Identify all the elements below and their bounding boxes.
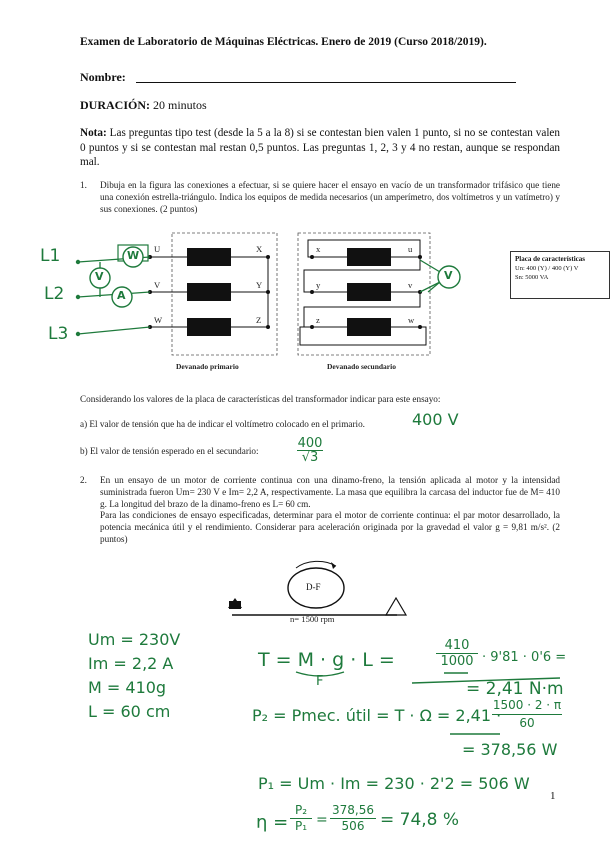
- primary-coil-1: [187, 248, 231, 266]
- considerando-text: Considerando los valores de la placa de características del transformador indicar para este ensayo:: [80, 394, 441, 404]
- name-label: Nombre:: [80, 70, 126, 84]
- page-number: 1: [550, 790, 556, 802]
- eta-fraction-1-num: P₂: [294, 803, 308, 817]
- eta-lhs: η =: [256, 812, 289, 833]
- torque-fraction: [436, 638, 478, 669]
- nameplate-voltage: Un: 400 (Y) / 400 (Y) V: [515, 265, 579, 272]
- voltmeter-secondary-letter: V: [444, 269, 453, 282]
- hand-label-L2: L2: [44, 284, 65, 304]
- caption-primary: Devanado primario: [176, 362, 239, 371]
- power-fraction-den: 60: [492, 714, 562, 732]
- question-2-text-a: En un ensayo de un motor de corriente continua con una dinamo-freno, la tensión aplicada al motor y la intensidad suministrada fueron Um= 230 V e Im= 2,2 A, respectivamente. La masa que equilibra la carcasa del inductor fue de M= 410 g. La longitud del brazo de la dinamo-freno es L= 60 cm.: [100, 475, 560, 509]
- power-lhs: P₂ = Pmec. útil = T · Ω = 2,41 ·: [252, 706, 502, 725]
- secondary-coil-2: [347, 283, 391, 301]
- dynamo-brake-label: D-F: [306, 582, 321, 592]
- speed-label: n= 1500 rpm: [290, 614, 335, 624]
- note-label: Nota:: [80, 127, 107, 139]
- terminal-Y: Y: [256, 280, 263, 290]
- terminal-U: U: [154, 244, 161, 254]
- terminal-u: u: [408, 244, 413, 254]
- torque-fraction-num: 410: [444, 638, 470, 653]
- question-1-text: Dibuja en la figura las conexiones a efectuar, si se quiere hacer el ensayo en vacío de un transformador trifásico que tiene una conexión estrella-triángulo. Indica los equipos de medida necesarios (un amperímetro, dos voltímetros y un vatímetro) y sus conexiones. (2 puntos): [100, 180, 560, 214]
- p1-line: P₁ = Um · Im = 230 · 2'2 = 506 W: [258, 774, 530, 793]
- answer-1b-numerator: 400: [297, 436, 323, 451]
- power-result: = 378,56 W: [462, 740, 558, 759]
- terminal-z: z: [316, 315, 320, 325]
- terminal-Z: Z: [256, 315, 262, 325]
- torque-fraction-den: 1000: [436, 653, 478, 669]
- terminal-y: y: [316, 280, 321, 290]
- terminal-X: X: [256, 244, 263, 254]
- torque-tail: · 9'81 · 0'6 =: [482, 650, 567, 665]
- terminal-x: x: [316, 244, 321, 254]
- question-1-number: 1.: [80, 180, 87, 190]
- terminal-v: v: [408, 280, 413, 290]
- eta-fraction-2-den: 506: [330, 818, 376, 834]
- given-values: [88, 628, 180, 724]
- question-1a: a) El valor de tensión que ha de indicar el voltímetro colocado en el primario.: [80, 419, 365, 429]
- question-1b: b) El valor de tensión esperado en el secundario:: [80, 446, 259, 456]
- eta-result: = 74,8 %: [380, 810, 460, 830]
- nameplate-power: Sn: 5000 VA: [515, 274, 549, 281]
- answer-1b-fraction: [297, 437, 323, 464]
- secondary-coil-3: [347, 318, 391, 336]
- power-fraction: [492, 697, 562, 732]
- eta-fraction-2: [330, 803, 376, 834]
- question-2-text-b: Para las condiciones de ensayo especificadas, determinar para el motor de corriente continua: el par motor desarrollado, la potencia mecánica útil y el rendimiento. Considerar para aceleración originada por la gravedad el valor g = 9,81 m/s². (2 puntos): [100, 510, 560, 544]
- torque-lhs: T = M · g · L =: [258, 649, 395, 671]
- exam-title: Examen de Laboratorio de Máquinas Eléctricas. Enero de 2019 (Curso 2018/2019).: [80, 36, 487, 48]
- torque-force-label: F: [316, 674, 324, 689]
- given-m: M = 410g: [88, 678, 167, 697]
- given-l: L = 60 cm: [88, 702, 171, 721]
- voltmeter-primary-letter: V: [95, 270, 104, 283]
- support-triangle-icon: [386, 598, 406, 615]
- answer-1a: 400 V: [412, 410, 459, 429]
- terminal-V: V: [154, 280, 161, 290]
- question-2: [80, 475, 560, 546]
- primary-coil-3: [187, 318, 231, 336]
- terminal-w: w: [408, 315, 415, 325]
- secondary-coil-1: [347, 248, 391, 266]
- answer-1b-denominator: √3: [297, 450, 323, 464]
- eta-fraction-1-den: P₁: [290, 818, 312, 834]
- caption-secondary: Devanado secundario: [327, 362, 396, 371]
- nameplate-box: [510, 251, 610, 299]
- wattmeter-letter: W: [127, 249, 140, 262]
- nameplate-title: Placa de características: [515, 255, 585, 263]
- hand-label-L3: L3: [48, 324, 69, 344]
- rotation-arrow-icon: [296, 561, 336, 568]
- terminal-W: W: [154, 315, 163, 325]
- mass-block: [229, 601, 241, 609]
- given-im: Im = 2,2 A: [88, 654, 174, 673]
- duration-value: 20 minutos: [153, 98, 207, 112]
- ammeter-letter: A: [117, 289, 126, 302]
- hand-line-dots: [76, 260, 80, 336]
- eta-fraction-1: [290, 803, 312, 834]
- duration-label: DURACIÓN:: [80, 98, 150, 112]
- note-text: Las preguntas tipo test (desde la 5 a la 8) si se contestan bien valen 1 punto, si no se contestan valen 0 puntos y si se contestan mal restan 0,5 puntos. Las preguntas 1, 2, 3 y 4 no restan, aunque se respondan mal.: [80, 127, 560, 168]
- hand-label-L1: L1: [40, 246, 61, 266]
- question-2-number: 2.: [80, 475, 87, 485]
- eta-equals: =: [316, 812, 328, 828]
- primary-coil-2: [187, 283, 231, 301]
- torque-result: = 2,41 N·m: [466, 679, 564, 699]
- power-fraction-num: 1500 · 2 · π: [492, 698, 562, 712]
- given-um: Um = 230V: [88, 630, 181, 649]
- eta-fraction-2-num: 378,56: [332, 803, 374, 817]
